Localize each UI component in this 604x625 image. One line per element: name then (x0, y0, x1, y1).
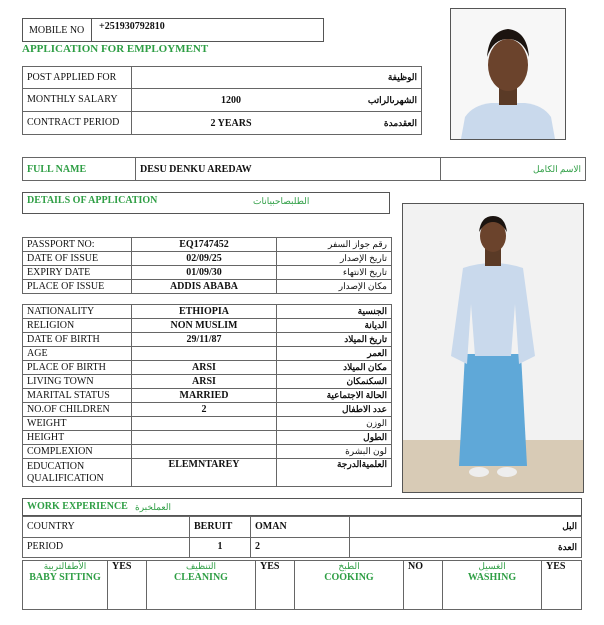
period-ar: العدة (350, 537, 582, 558)
skill-baby-sitting-answer: YES (108, 561, 147, 610)
salary-ar: الشهرىالراتب (330, 89, 422, 112)
marital-label: MARITAL STATUS (23, 389, 132, 403)
living-town-label: LIVING TOWN (23, 375, 132, 389)
issue-date-value: 02/09/25 (132, 252, 277, 266)
portrait-image (451, 9, 565, 139)
skill-washing-answer: YES (542, 561, 582, 610)
skill-washing (443, 561, 542, 610)
complexion-ar: لون البشرة (277, 445, 392, 459)
dob-ar: تاريخ الميلاد (277, 333, 392, 347)
country-2: OMAN (251, 517, 350, 538)
pob-label: PLACE OF BIRTH (23, 361, 132, 375)
skill-cleaning-ar: التنظيف (185, 561, 217, 571)
education-label: EDUCATION QUALIFICATION (23, 459, 132, 487)
living-town-ar: السكنمكان (277, 375, 392, 389)
full-name-ar: الاسم الكامل (441, 158, 586, 181)
nationality-value: ETHIOPIA (132, 305, 277, 319)
children-value: 2 (132, 403, 277, 417)
weight-label: WEIGHT (23, 417, 132, 431)
pob-ar: مكان الميلاد (277, 361, 392, 375)
details-label: DETAILS OF APPLICATION (27, 195, 158, 206)
applicant-photo (450, 8, 566, 140)
work-experience-ar: العملخبرة (135, 502, 171, 512)
issue-date-label: DATE OF ISSUE (23, 252, 132, 266)
dob-value: 29/11/87 (132, 333, 277, 347)
religion-value: NON MUSLIM (132, 319, 277, 333)
marital-value: MARRIED (132, 389, 277, 403)
full-body-image (403, 204, 583, 492)
contract-ar: العقدمدة (330, 112, 422, 135)
nationality-ar: الجنسية (277, 305, 392, 319)
passport-no-ar: رقم جواز السفر (277, 238, 392, 252)
age-value (132, 347, 277, 361)
skill-cleaning-answer: YES (256, 561, 295, 610)
dob-label: DATE OF BIRTH (23, 333, 132, 347)
work-experience-header (22, 498, 582, 516)
country-1: BERUIT (190, 517, 251, 538)
country-ar: البل (350, 517, 582, 538)
passport-no-label: PASSPORT NO: (23, 238, 132, 252)
full-name-value: DESU DENKU AREDAW (136, 158, 441, 181)
post-value (132, 67, 331, 89)
expiry-date-label: EXPIRY DATE (23, 266, 132, 280)
height-ar: الطول (277, 431, 392, 445)
period-2: 2 (251, 537, 350, 558)
place-issue-ar: مكان الإصدار (277, 280, 392, 294)
issue-date-ar: تاريخ الإصدار (277, 252, 392, 266)
skill-washing-ar: الغسيل (478, 561, 506, 571)
post-ar: الوظيفة (330, 67, 422, 89)
marital-ar: الحالة الاجتماعية (277, 389, 392, 403)
skill-washing-label: WASHING (467, 572, 517, 583)
experience-table (22, 516, 582, 558)
religion-label: RELIGION (23, 319, 132, 333)
salary-value: 1200 (132, 89, 331, 112)
skill-baby-sitting (23, 561, 108, 610)
age-label: AGE (23, 347, 132, 361)
post-label: POST APPLIED FOR (23, 67, 132, 89)
skill-baby-sitting-ar: الأطفالتربية (43, 561, 87, 571)
salary-label: MONTHLY SALARY (23, 89, 132, 112)
passport-no-value: EQ1747452 (132, 238, 277, 252)
age-ar: العمر (277, 347, 392, 361)
height-value (132, 431, 277, 445)
complexion-value (132, 445, 277, 459)
skill-cooking (295, 561, 404, 610)
contract-value: 2 YEARS (132, 112, 331, 135)
skill-cleaning (147, 561, 256, 610)
weight-ar: الوزن (277, 417, 392, 431)
education-value: ELEMNTAREY (132, 459, 277, 487)
full-name-row (22, 157, 586, 181)
personal-table (22, 304, 392, 487)
job-table (22, 66, 422, 135)
details-ar: الطلبصاحبيانات (253, 196, 310, 206)
details-header (22, 192, 390, 214)
skill-baby-sitting-label: BABY SITTING (29, 572, 101, 583)
expiry-date-value: 01/09/30 (132, 266, 277, 280)
children-label: NO.OF CHILDREN (23, 403, 132, 417)
period-label: PERIOD (23, 537, 190, 558)
pob-value: ARSI (132, 361, 277, 375)
period-1: 1 (190, 537, 251, 558)
skills-table (22, 560, 582, 610)
full-body-photo (402, 203, 584, 493)
expiry-date-ar: تاريخ الانتهاء (277, 266, 392, 280)
skill-cooking-ar: الطبخ (338, 561, 360, 571)
skill-cooking-answer: NO (404, 561, 443, 610)
country-label: COUNTRY (23, 517, 190, 538)
place-issue-label: PLACE OF ISSUE (23, 280, 132, 294)
complexion-label: COMPLEXION (23, 445, 132, 459)
skill-cleaning-label: CLEANING (174, 572, 228, 583)
skill-cooking-label: COOKING (324, 572, 374, 583)
application-title: APPLICATION FOR EMPLOYMENT (22, 43, 209, 55)
passport-table (22, 237, 392, 294)
mobile-label: MOBILE NO (29, 25, 85, 36)
mobile-box (22, 18, 324, 42)
mobile-value: +251930792810 (99, 21, 165, 32)
full-name-label: FULL NAME (23, 158, 136, 181)
work-experience-title: WORK EXPERIENCE (27, 501, 128, 512)
children-ar: عدد الاطفال (277, 403, 392, 417)
place-issue-value: ADDIS ABABA (132, 280, 277, 294)
height-label: HEIGHT (23, 431, 132, 445)
weight-value (132, 417, 277, 431)
living-town-value: ARSI (132, 375, 277, 389)
contract-label: CONTRACT PERIOD (23, 112, 132, 135)
nationality-label: NATIONALITY (23, 305, 132, 319)
education-ar: العلميةالدرجة (277, 459, 392, 487)
religion-ar: الديانة (277, 319, 392, 333)
